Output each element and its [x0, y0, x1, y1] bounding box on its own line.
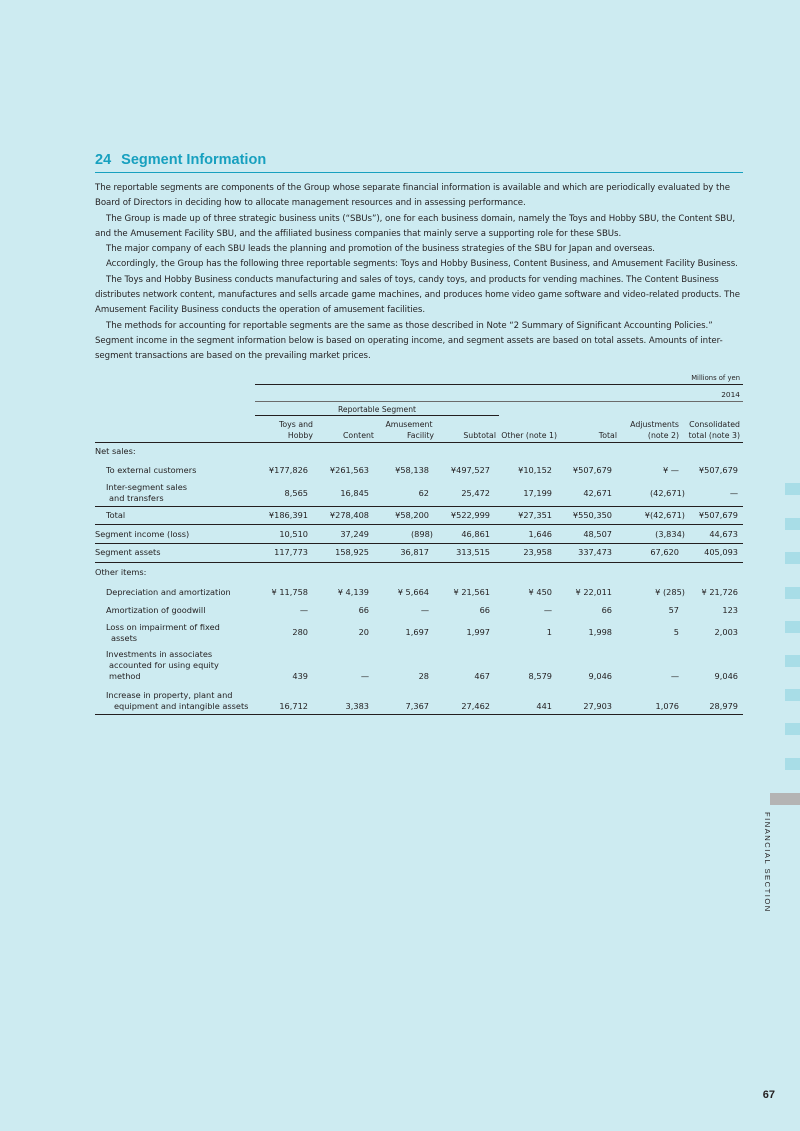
column-header: [378, 420, 434, 441]
column-header-line1: Amusement: [385, 420, 433, 429]
row-label: Net sales:: [95, 446, 136, 456]
column-header-line2: total (note 3): [688, 430, 740, 440]
cell: 467: [474, 671, 490, 681]
cell: 1: [546, 627, 552, 637]
cell: 7,367: [405, 701, 429, 711]
cell: ¥58,138: [395, 465, 429, 475]
column-header-line1: Consolidated: [689, 420, 740, 429]
cell: ¥550,350: [572, 510, 612, 520]
cell: 1,697: [405, 627, 429, 637]
column-header-line1: [560, 420, 617, 431]
cell: ¥58,200: [395, 510, 429, 520]
cell: 27,462: [461, 701, 490, 711]
row-label: Other items:: [95, 567, 147, 577]
cell: ¥177,826: [268, 465, 308, 475]
column-header-line2: (note 2): [647, 430, 679, 440]
column-header: [438, 420, 496, 441]
cell: ¥ 450: [528, 587, 552, 597]
column-header-line2: Content: [342, 430, 374, 440]
row-label: Amortization of goodwill: [106, 605, 206, 615]
table-row: [95, 622, 743, 644]
column-header-line2: Subtotal: [463, 430, 496, 440]
cell: 441: [536, 701, 552, 711]
cell: ¥ 4,139: [337, 587, 369, 597]
cell: ¥10,152: [518, 465, 552, 475]
year-label: 2014: [721, 390, 740, 399]
cell: 16,845: [340, 488, 369, 498]
paragraph: The Toys and Hobby Business conducts manufacturing and sales of toys, candy toys, and products for vending machines. The Content Business distributes network content, manufactures and sells arcade game machines, and produces home video game software and video-related products. The Amusement Facility Business conducts the operation of amusement facilities.: [95, 274, 741, 316]
column-header: [318, 420, 374, 441]
cell: 1,076: [655, 701, 679, 711]
row-label: Increase in property, plant and: [106, 690, 233, 700]
row-rule: [95, 506, 743, 507]
cell: —: [543, 605, 552, 615]
row-label: Total: [106, 510, 126, 520]
column-header: [620, 420, 679, 441]
cell: —: [729, 488, 738, 498]
units-label: Millions of yen: [691, 374, 740, 382]
cell: ¥278,408: [329, 510, 369, 520]
column-header-line2: Hobby: [287, 430, 313, 440]
row-label: Loss on impairment of fixed: [106, 622, 220, 632]
cell: —: [299, 605, 308, 615]
paragraph: The major company of each SBU leads the planning and promotion of the business strategies of the SBU for Japan and overseas.: [106, 244, 655, 255]
column-header-line1: Toys and: [278, 420, 313, 429]
row-rule: [95, 562, 743, 563]
cell: ¥ 22,011: [575, 587, 612, 597]
row-label: Inter-segment sales: [106, 482, 188, 492]
cell: 27,903: [583, 701, 612, 711]
page-number: 67: [762, 1089, 775, 1101]
cell: 158,925: [335, 547, 369, 557]
cell: ¥261,563: [329, 465, 369, 475]
cell: (3,834): [655, 529, 685, 539]
cell: 67,620: [650, 547, 679, 557]
cell: ¥186,391: [268, 510, 308, 520]
cell: 37,249: [340, 529, 369, 539]
reportable-segment-rule: [255, 415, 499, 416]
cell: ¥27,351: [518, 510, 552, 520]
cell: ¥522,999: [450, 510, 490, 520]
column-header-line2: Facility: [406, 430, 434, 440]
row-label: Segment assets: [95, 547, 161, 557]
row-label: Depreciation and amortization: [106, 587, 231, 597]
column-header: [500, 420, 557, 441]
cell: ¥507,679: [698, 510, 738, 520]
cell: 280: [292, 627, 308, 637]
cell: 2,003: [714, 627, 738, 637]
cell: 44,673: [709, 529, 738, 539]
cell: ¥(42,671): [644, 510, 685, 520]
row-label: Segment income (loss): [95, 529, 190, 539]
section-heading: Segment Information: [121, 152, 267, 168]
column-header-line1: [438, 420, 496, 431]
cell: 20: [358, 627, 369, 637]
cell: ¥ 21,726: [701, 587, 738, 597]
column-header-line2: Other (note 1): [501, 430, 557, 440]
year-rule: [255, 401, 743, 402]
cell: 117,773: [274, 547, 308, 557]
cell: 3,383: [345, 701, 369, 711]
cell: ¥507,679: [572, 465, 612, 475]
cell: ¥ 11,758: [271, 587, 308, 597]
side-tab[interactable]: [785, 621, 800, 633]
row-label-cont: equipment and intangible assets: [114, 701, 249, 711]
column-header: [255, 420, 313, 441]
cell: ¥ —: [663, 465, 679, 475]
cell: 36,817: [400, 547, 429, 557]
row-rule: [95, 543, 743, 544]
cell: 9,046: [588, 671, 612, 681]
column-header-line2: Total: [598, 430, 617, 440]
cell: 123: [722, 605, 738, 615]
cell: 1,997: [466, 627, 490, 637]
row-label-cont: and transfers: [109, 493, 164, 503]
row-label: Investments in associates: [106, 649, 213, 659]
cell: —: [360, 671, 369, 681]
column-header-line1: Adjustments: [630, 420, 679, 429]
section-title: [95, 151, 743, 173]
paragraph: The reportable segments are components of the Group whose separate financial information is available and which are periodically evaluated by the Board of Directors in deciding how to allocate management resources and in assessing performance.: [95, 183, 730, 209]
cell: 17,199: [523, 488, 552, 498]
cell: 9,046: [714, 671, 738, 681]
cell: —: [420, 605, 429, 615]
cell: 42,671: [583, 488, 612, 498]
cell: ¥497,527: [450, 465, 490, 475]
side-tab[interactable]: [785, 587, 800, 599]
paragraph: The methods for accounting for reportable segments are the same as those described in Note “2 Summary of Significant Accounting Policies.” Segment income in the segment information below is based on operating income, and segment assets are based on total assets. Amounts of inter-segment transactions are based on the prevailing market prices.: [95, 320, 723, 362]
column-header-line1: [500, 420, 557, 431]
cell: (898): [410, 529, 433, 539]
section-number: 24: [95, 152, 112, 168]
cell: 1,646: [528, 529, 552, 539]
side-tab[interactable]: [785, 758, 800, 770]
cell: ¥ 5,664: [397, 587, 429, 597]
cell: 57: [668, 605, 679, 615]
side-tab[interactable]: [785, 723, 800, 735]
cell: 62: [418, 488, 429, 498]
cell: 25,472: [461, 488, 490, 498]
cell: 28: [418, 671, 429, 681]
side-tab[interactable]: [785, 552, 800, 564]
cell: ¥ (285): [655, 587, 685, 597]
header-rule: [255, 384, 743, 385]
side-tab[interactable]: [785, 655, 800, 667]
side-tab-active[interactable]: [770, 793, 800, 805]
row-label-cont: accounted for using equity: [109, 660, 219, 670]
cell: 1,998: [588, 627, 612, 637]
reportable-segment-label: Reportable Segment: [337, 405, 416, 414]
cell: 5: [673, 627, 679, 637]
side-tab[interactable]: [785, 689, 800, 701]
row-label-cont: method: [109, 671, 141, 681]
row-rule: [95, 524, 743, 525]
table-row: [95, 482, 743, 504]
body-text: [95, 181, 745, 365]
cell: 8,579: [528, 671, 552, 681]
column-header: [560, 420, 617, 441]
cell: 46,861: [461, 529, 490, 539]
cell: 66: [601, 605, 612, 615]
cell: 66: [479, 605, 490, 615]
cell: ¥ 21,561: [453, 587, 490, 597]
cell: 66: [358, 605, 369, 615]
cell: 313,515: [456, 547, 490, 557]
paragraph: The Group is made up of three strategic business units (“SBUs”), one for each business domain, namely the Toys and Hobby SBU, the Content SBU, and the Amusement Facility SBU, and the affiliated business companies that mainly serve a supporting role for these SBUs.: [95, 213, 736, 239]
cell: (42,671): [649, 488, 685, 498]
side-tab[interactable]: [785, 518, 800, 530]
cell: ¥507,679: [698, 465, 738, 475]
cell: 405,093: [704, 547, 738, 557]
cell: 10,510: [279, 529, 308, 539]
side-tab[interactable]: [785, 483, 800, 495]
cell: 23,958: [523, 547, 552, 557]
cell: 16,712: [279, 701, 308, 711]
row-label-cont: assets: [111, 633, 138, 643]
cell: 8,565: [284, 488, 308, 498]
cell: —: [670, 671, 679, 681]
table-row: [95, 649, 743, 682]
column-header: [681, 420, 740, 441]
cell: 48,507: [583, 529, 612, 539]
column-header-line1: [318, 420, 374, 431]
cell: 439: [292, 671, 308, 681]
cell: 28,979: [709, 701, 738, 711]
row-label: To external customers: [106, 465, 197, 475]
cell: 337,473: [578, 547, 612, 557]
paragraph: Accordingly, the Group has the following three reportable segments: Toys and Hobby Business, Content Business, and Amusement Facility Business.: [106, 259, 738, 270]
table-row: [95, 690, 743, 712]
column-header-rule: [95, 442, 743, 443]
section-side-label: FINANCIAL SECTION: [763, 812, 772, 913]
table-bottom-rule: [95, 714, 743, 715]
